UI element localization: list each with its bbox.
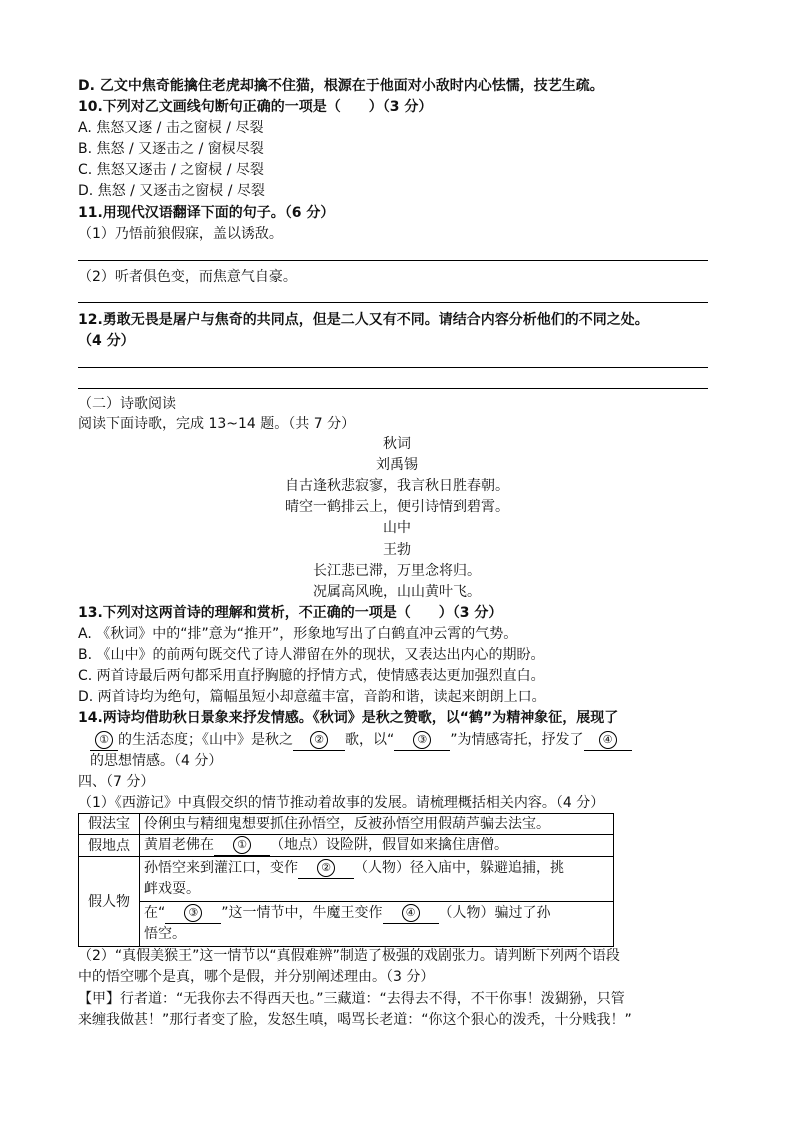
blank-marker: ③ <box>413 731 431 749</box>
poem-line: 自古逢秋悲寂寥，我言秋日胜春朝。 <box>285 478 509 494</box>
table-cell <box>140 835 614 857</box>
plot-table <box>78 813 614 947</box>
question-14-line-2 <box>90 730 632 751</box>
fill-blank-2[interactable] <box>293 730 345 751</box>
poem-title: 秋词 <box>383 436 411 452</box>
poem-line: 晴空一鹤排云上，便引诗情到碧霄。 <box>285 499 509 515</box>
table-head-cell: 假人物 <box>79 857 140 947</box>
fill-blank-1[interactable] <box>90 730 118 751</box>
section-poetry-heading: （二）诗歌阅读 <box>78 396 176 412</box>
question-11: 11.用现代汉语翻译下面的句子。（6 分） <box>78 205 335 221</box>
blank-marker: ④ <box>402 904 420 922</box>
fill-blank-1[interactable] <box>214 835 270 856</box>
answer-line <box>78 302 708 303</box>
passage-jia-line-2: 来缠我做甚！”那行者变了脸，发怒生嗔，喝骂长老道：“你这个狠心的泼秃，十分贱我！” <box>78 1012 632 1028</box>
table-cell: 伶俐虫与精细鬼想要抓住孙悟空，反被孙悟空用假葫芦骗去法宝。 <box>140 814 614 835</box>
q10-option-d: D. 焦怒 / 又逐击之窗棂 / 尽裂 <box>78 183 265 199</box>
fill-blank-4[interactable] <box>383 903 439 924</box>
section-four-heading: 四、（7 分） <box>78 774 155 790</box>
q13-option-b: B. 《山中》的前两句既交代了诗人滞留在外的现状，又表达出内心的期盼。 <box>78 647 545 663</box>
answer-line <box>78 367 708 368</box>
blank-marker: ② <box>310 731 328 749</box>
poetry-instructions: 阅读下面诗歌，完成 13~14 题。（共 7 分） <box>78 416 356 432</box>
question-12-score: （4 分） <box>78 333 135 349</box>
q10-option-c: C. 焦怒又逐击 / 之窗棂 / 尽裂 <box>78 162 264 178</box>
blank-marker: ① <box>233 836 251 854</box>
question-12: 12.勇敢无畏是屠户与焦奇的共同点，但是二人又有不同。请结合内容分析他们的不同之处。 <box>78 312 649 328</box>
cell-text: 悟空。 <box>144 926 186 942</box>
cell-text: （人物）骗过了孙 <box>438 905 551 921</box>
table-head-cell: 假地点 <box>79 835 140 857</box>
blank-marker: ④ <box>599 731 617 749</box>
question-14-line-3: 的思想情感。（4 分） <box>90 753 223 769</box>
q13-option-a: A. 《秋词》中的“排”意为“推开”，形象地写出了白鹤直冲云霄的气势。 <box>78 626 518 642</box>
poem-line: 长江悲已滞，万里念将归。 <box>313 563 481 579</box>
question-10: 10.下列对乙文画线句断句正确的一项是（ ）（3 分） <box>78 99 433 115</box>
q10-option-b: B. 焦怒 / 又逐击之 / 窗棂尽裂 <box>78 141 264 157</box>
question-13: 13.下列对这两首诗的理解和赏析，不正确的一项是（ ）（3 分） <box>78 605 503 621</box>
q11-sentence-2: （2）听者俱色变，而焦意气自豪。 <box>78 269 297 285</box>
q11-sentence-1: （1）乃悟前狼假寐，盖以诱敌。 <box>78 226 283 242</box>
poem-line: 况属高风晚，山山黄叶飞。 <box>313 584 481 600</box>
poem-author: 王勃 <box>383 542 411 558</box>
section-four-q2-line-2: 中的悟空哪个是真，哪个是假，并分别阐述理由。（3 分） <box>78 969 435 985</box>
passage-jia-line-1: 【甲】行者道：“无我你去不得西天也。”三藏道：“去得去不得，不干你事！泼猢狲，只管 <box>78 991 625 1007</box>
cell-text: 在“ <box>144 905 166 921</box>
fill-blank-3[interactable] <box>165 903 221 924</box>
answer-line <box>78 388 708 389</box>
table-row <box>79 835 614 857</box>
poem-title: 山中 <box>383 520 411 536</box>
q13-option-c: C. 两首诗最后两句都采用直抒胸臆的抒情方式，使情感表达更加强烈直白。 <box>78 668 545 684</box>
table-cell <box>140 902 614 947</box>
table-row <box>79 857 614 902</box>
table-head-cell: 假法宝 <box>79 814 140 835</box>
blank-marker: ① <box>95 731 113 749</box>
q14-text: 歌，以“ <box>345 732 395 748</box>
cell-text: 黄眉老佛在 <box>144 837 214 853</box>
question-14-stem: 14.两诗均借助秋日景象来抒发情感。《秋词》是秋之赞歌，以“鹤”为精神象征，展现了 <box>78 710 619 726</box>
table-cell <box>140 857 614 902</box>
q14-text: 的生活态度；《山中》是秋之 <box>118 732 293 748</box>
fill-blank-2[interactable] <box>298 858 354 879</box>
q14-text: ”为情感寄托，抒发了 <box>450 732 584 748</box>
question-14-line-1 <box>78 708 618 728</box>
cell-text: 衅戏耍。 <box>144 881 200 897</box>
table-row <box>79 814 614 835</box>
fill-blank-3[interactable] <box>394 730 450 751</box>
cell-text: （人物）径入庙中，躲避追捕，挑 <box>354 860 564 876</box>
cell-text: 孙悟空来到灌江口，变作 <box>144 860 298 876</box>
q13-option-d: D. 两首诗均为绝句，篇幅虽短小却意蕴丰富，音韵和谐，读起来朗朗上口。 <box>78 689 546 705</box>
q10-option-a: A. 焦怒又逐 / 击之窗棂 / 尽裂 <box>78 120 264 136</box>
option-d-q9: D. 乙文中焦奇能擒住老虎却擒不住猫，根源在于他面对小敌时内心怯懦，技艺生疏。 <box>78 78 604 94</box>
blank-marker: ③ <box>184 904 202 922</box>
blank-marker: ② <box>317 859 335 877</box>
cell-text: ”这一情节中，牛魔王变作 <box>221 905 383 921</box>
section-four-q1: （1）《西游记》中真假交织的情节推动着故事的发展。请梳理概括相关内容。（4 分） <box>78 795 605 811</box>
fill-blank-4[interactable] <box>584 730 632 751</box>
section-four-q2-line-1: （2）“真假美猴王”这一情节以“真假难辨”制造了极强的戏剧张力。请判断下列两个语段 <box>78 948 620 964</box>
poem-author: 刘禹锡 <box>376 457 418 473</box>
answer-line <box>78 260 708 261</box>
cell-text: （地点）设险阱，假冒如来擒住唐僧。 <box>270 837 508 853</box>
table-row <box>79 902 614 947</box>
